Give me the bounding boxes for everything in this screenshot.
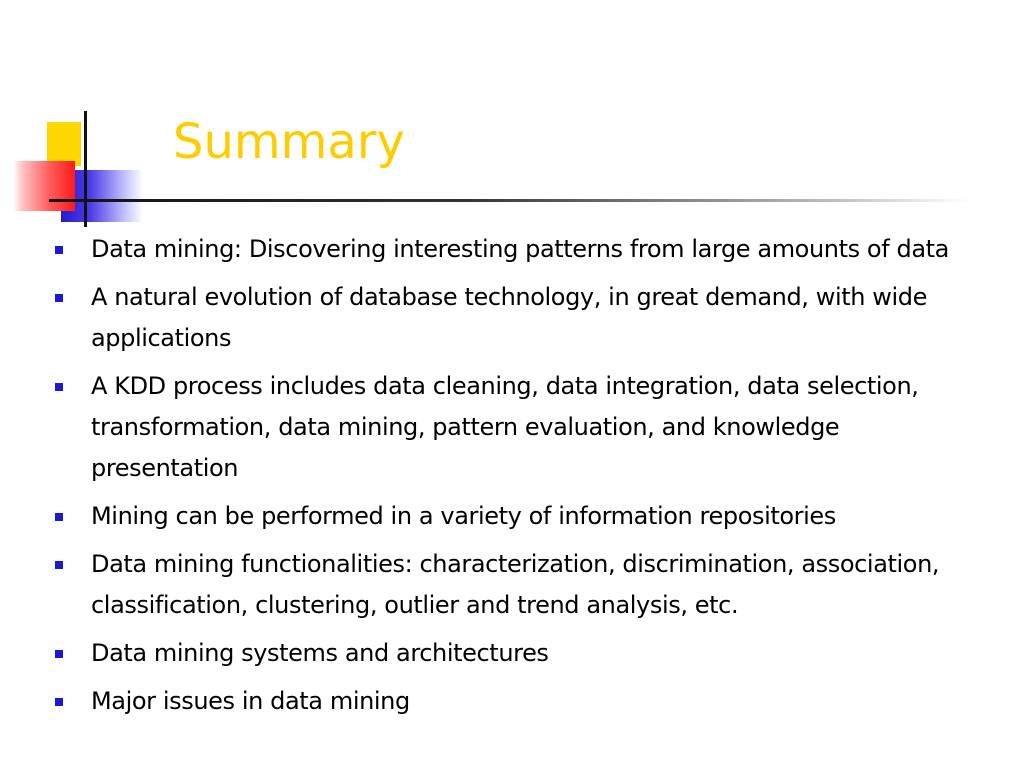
square-bullet-icon [55,383,63,391]
bullet-item [52,366,962,489]
slide-title: Summary [173,114,405,170]
bullet-list [52,229,962,729]
square-bullet-icon [55,561,63,569]
bullet-item [52,544,962,626]
vertical-line-decoration [84,111,87,227]
bullet-item [52,277,962,359]
bullet-item [52,633,962,674]
bullet-item [52,496,962,537]
bullet-text: Major issues in data mining [91,687,410,715]
title-underline [49,199,969,202]
bullet-text: Data mining systems and architectures [91,639,549,667]
bullet-text: A KDD process includes data cleaning, data integration, data selection, transformation, data mining, pattern evaluation, and knowledge presentation [91,372,919,482]
square-bullet-icon [55,698,63,706]
square-bullet-icon [55,650,63,658]
bullet-text: Data mining: Discovering interesting patterns from large amounts of data [91,235,949,263]
bullet-item [52,229,962,270]
square-bullet-icon [55,513,63,521]
bullet-text: Data mining functionalities: characterization, discrimination, association, classification, clustering, outlier and trend analysis, etc. [91,550,940,619]
red-square-decoration [13,161,75,211]
square-bullet-icon [55,246,63,254]
bullet-text: A natural evolution of database technology, in great demand, with wide applications [91,283,928,352]
bullet-item [52,681,962,722]
bullet-text: Mining can be performed in a variety of information repositories [91,502,836,530]
yellow-square-decoration [47,122,81,166]
square-bullet-icon [55,294,63,302]
